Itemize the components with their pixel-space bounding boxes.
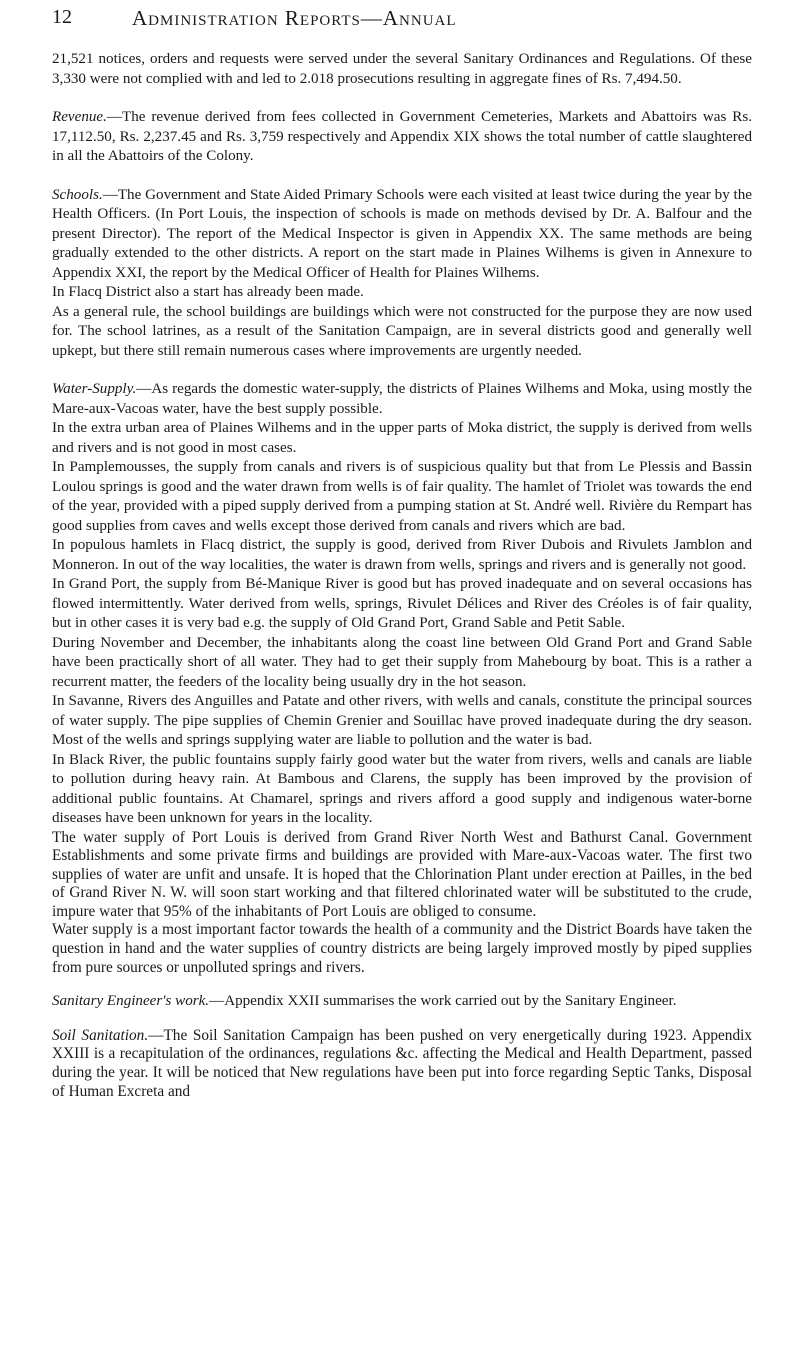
paragraph-revenue <box>52 108 752 167</box>
paragraph-water-extra-urban: In the extra urban area of Plaines Wilhems and in the upper parts of Moka district, the supply is derived from wells and rivers and is not good in most cases. <box>52 420 752 456</box>
revenue-heading: Revenue. <box>52 109 107 125</box>
paragraph-notices: 21,521 notices, orders and requests were served under the several Sanitary Ordinances and Regulations. Of these 3,330 were not complied with and led to 2.018 prosecutions resulting in aggregate fines of Rs. 7,494.50. <box>52 51 752 87</box>
engineer-text: —Appendix XXII summarises the work carried out by the Sanitary Engineer. <box>209 993 677 1010</box>
paragraph-soil-sanitation <box>52 1027 752 1101</box>
paragraph-water-importance: Water supply is a most important factor towards the health of a community and the District Boards have taken the question in hand and the water supplies of country districts are being largely improved mostly by piped supplies from pure sources or unpolluted springs and rivers. <box>52 921 752 976</box>
revenue-text: —The revenue derived from fees collected in Government Cemeteries, Markets and Abattoirs was Rs. 17,112.50, Rs. 2,237.45 and Rs. 3,759 respectively and Appendix XIX shows the total number of cattle slaughtered in all the Abattoirs of the Colony. <box>52 109 752 164</box>
running-head: Administration Reports—Annual <box>132 6 457 30</box>
paragraph-water-pamplemousses: In Pamplemousses, the supply from canals and rivers is of suspicious quality but that from Le Plessis and Bassin Loulou springs is good and the water drawn from wells is of fair quality. The hamlet of Triolet was towards the end of the year, provided with a piped supply derived from a pumping station at St. André well. Rivière du Rempart has good supplies from caves and wells except those derived from canals and rivers which are bad. <box>52 459 752 534</box>
paragraph-water-supply <box>52 380 752 419</box>
page-number: 12 <box>52 6 72 28</box>
water-text: —As regards the domestic water-supply, the districts of Plaines Wilhems and Moka, using mostly the Mare-aux-Vacoas water, have the best supply possible. <box>52 381 752 417</box>
body-text <box>52 50 752 1101</box>
paragraph-schools <box>52 186 752 284</box>
paragraph-water-flacq: In populous hamlets in Flacq district, the supply is good, derived from River Dubois and Rivulets Jamblon and Monneron. In out of the way localities, the water is drawn from wells, springs and rivers and is generally not good. <box>52 537 752 573</box>
paragraph-schools-flacq: In Flacq District also a start has already been made. <box>52 284 364 300</box>
paragraph-water-port-louis: The water supply of Port Louis is derived from Grand River North West and Bathurst Canal. Government Establishments and some private firms and buildings are provided with Mare-aux-Vacoas water. The first two supplies of water are unfit and unsafe. It is hoped that the Chlorination Plant under erection at Pailles, in the bed of Grand River N. W. will soon start working and that filtered chlorinated water will be substituted to the crude, impure water that 95% of the inhabitants of Port Louis are obliged to consume. <box>52 828 752 920</box>
paragraph-water-black-river: In Black River, the public fountains supply fairly good water but the water from rivers, wells and canals are liable to pollution during heavy rain. At Bambous and Clarens, the supply has been improved by the provision of additional public fountains. At Chamarel, springs and rivers afford a good supply and indigenous water-borne diseases have been unknown for years in the locality. <box>52 751 752 826</box>
paragraph-sanitary-engineer <box>52 992 752 1012</box>
paragraph-water-november: During November and December, the inhabitants along the coast line between Old Grand Port and Grand Sable have been practically short of all water. They had to get their supply from Mahebourg by boat. This is a rather a recurrent matter, the feeders of the locality being usually dry in the hot season. <box>52 634 752 690</box>
water-heading: Water-Supply. <box>52 381 137 397</box>
paragraph-water-grand-port: In Grand Port, the supply from Bé-Manique River is good but has proved inadequate and on several occasions has flowed intermittently. Water derived from wells, springs, Rivulet Délices and River des Créoles is of fair quality, but in other cases it is very bad e.g. the supply of Old Grand Port, Grand Sable and Petit Sable. <box>52 576 752 631</box>
soil-text: —The Soil Sanitation Campaign has been pushed on very energetically during 1923. Appendix XXIII is a recapitulation of the ordinances, regulations &c. affecting the Medical and Health Department, passed during the year. It will be noticed that New regulations have been put into force regarding Septic Tanks, Disposal of Human Excreta and <box>52 1026 752 1100</box>
engineer-heading: Sanitary Engineer's work. <box>52 993 210 1010</box>
soil-heading: Soil Sanitation. <box>52 1026 149 1044</box>
paragraph-water-savanne: In Savanne, Rivers des Anguilles and Patate and other rivers, with wells and canals, constitute the principal sources of water supply. The pipe supplies of Chemin Grenier and Souillac have proved inadequate during the dry season. Most of the wells and springs supplying water are liable to pollution and the water is bad. <box>52 693 752 748</box>
page-header <box>52 6 752 36</box>
schools-heading: Schools. <box>52 186 103 203</box>
schools-text: —The Government and State Aided Primary Schools were each visited at least twice during the year by the Health Officers. (In Port Louis, the inspection of schools is made on methods devised by Dr. A. Balfour and the present Director). The report of the Medical Inspector is given in Appendix XX. The same methods are being gradually extended to the other districts. A report on the start made in Plaines Wilhems is given in Annexure to Appendix XXI, the report by the Medical Officer of Health for Plaines Wilhems. <box>52 186 752 281</box>
paragraph-schools-buildings: As a general rule, the school buildings are buildings which were not constructed for the purpose they are now used for. The school latrines, as a result of the Sanitation Campaign, are in several districts good and generally well upkept, but there still remain numerous cases where improvements are urgently needed. <box>52 303 752 359</box>
